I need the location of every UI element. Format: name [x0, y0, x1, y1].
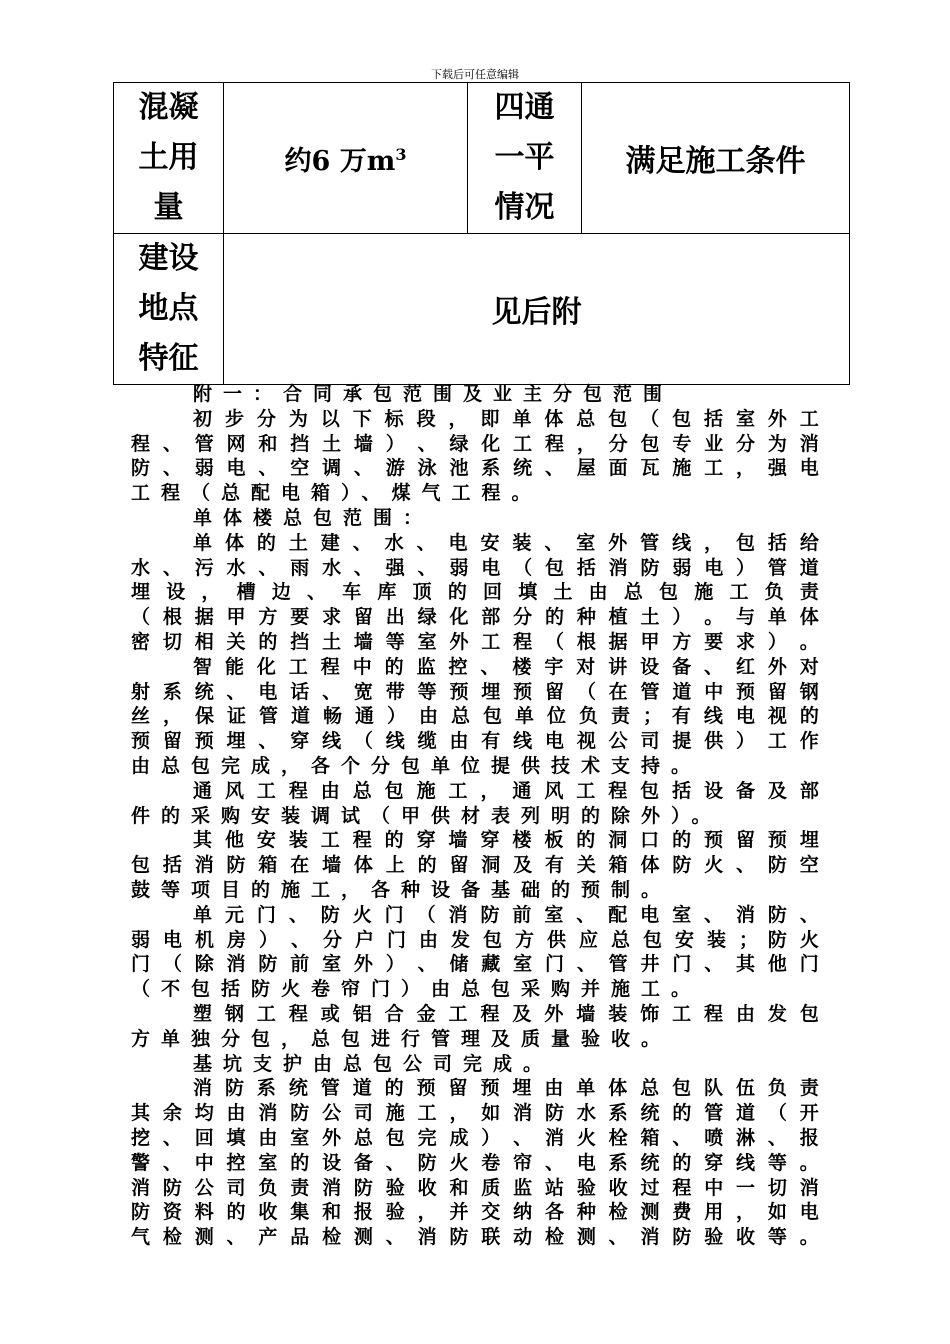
text-line: 门 （ 除 消 防 前 室 外 ） 、 储 藏 室 门 、 管 井 门 、 其 他 门: [131, 953, 819, 976]
text-line: 丝 ， 保 证 管 道 畅 通 ） 由 总 包 单 位 负 责 ； 有 线 电 视 的: [131, 705, 819, 728]
project-info-table: [113, 82, 850, 385]
label-line: 量: [153, 190, 184, 225]
text-line: 程 、 管 网 和 挡 土 墙 ） 、 绿 化 工 程 ， 分 包 专 业 分 为 消: [131, 432, 819, 455]
text-line: 单体楼总包范围：: [193, 506, 434, 529]
text-line: 射 系 统 、 电 话 、 宽 带 等 预 埋 预 留 （ 在 管 道 中 预 留 钢: [131, 680, 819, 703]
label-line: 情况: [494, 190, 555, 225]
text-line: 密 切 相 关 的 挡 土 墙 等 室 外 工 程 （ 根 据 甲 方 要 求 ） 。: [131, 630, 819, 653]
text-line: 预 留 预 埋 、 穿 线 （ 线 缆 由 有 线 电 视 公 司 提 供 ） 工 作: [131, 730, 819, 753]
text-line: 通 风 工 程 由 总 包 施 工 ， 通 风 工 程 包 括 设 备 及 部: [193, 779, 819, 802]
page-header-note: 下载后可任意编辑: [431, 68, 519, 81]
unit-superscript: 3: [395, 144, 407, 164]
concrete-volume-label: [114, 83, 224, 234]
text-line: 由总包完成，各个分包单位提供技术支持。: [131, 754, 702, 777]
text-line: 方单独分包，总包进行管理及质量验收。: [131, 1027, 672, 1050]
text-line: 件的采购安装调试（甲供材表列明的除外）。: [131, 804, 722, 827]
text-line: 埋 设 ， 槽 边 、 车 库 顶 的 回 填 土 由 总 包 施 工 负 责: [131, 581, 819, 604]
label-line: 建设: [138, 241, 199, 276]
text-line: 警 、 中 控 室 的 设 备 、 防 火 卷 帘 、 电 系 统 的 穿 线 等 。: [131, 1151, 819, 1174]
label-line: 土用: [138, 140, 199, 175]
text-line: 其 他 安 装 工 程 的 穿 墙 穿 楼 板 的 洞 口 的 预 留 预 埋: [193, 829, 819, 852]
label-line: 四通: [494, 90, 555, 125]
text-line: 附一：合同承包范围及业主分包范围: [193, 383, 674, 405]
text-line: 防 、 弱 电 、 空 调 、 游 泳 池 系 统 、 屋 面 瓦 施 工 ， 强 电: [131, 457, 819, 480]
site-conditions-value: 满足施工条件: [582, 83, 850, 234]
text-line: （不包括防火卷帘门）由总包采购并施工。: [131, 978, 702, 1001]
site-conditions-label: [468, 83, 582, 234]
text-line: 智 能 化 工 程 中 的 监 控 、 楼 宇 对 讲 设 备 、 红 外 对: [193, 655, 819, 678]
text-line: 基坑支护由总包公司完成。: [193, 1052, 554, 1075]
text-line: 工程（总配电箱）、煤气工程。: [131, 482, 542, 505]
text-line: 挖 、 回 填 由 室 外 总 包 完 成 ） 、 消 火 栓 箱 、 喷 淋 、 报: [131, 1126, 819, 1149]
text-line: 弱 电 机 房 ） 、 分 户 门 由 发 包 方 供 应 总 包 安 装 ； 防 火: [131, 928, 819, 951]
site-features-value: 见后附: [224, 234, 850, 385]
label-line: 地点: [138, 291, 199, 326]
concrete-volume-text: 约6 万m: [284, 145, 396, 177]
concrete-volume-value: [224, 83, 468, 234]
label-line: 特征: [138, 341, 199, 376]
text-line: 包 括 消 防 箱 在 墙 体 上 的 留 洞 及 有 关 箱 体 防 火 、 防 空: [131, 854, 819, 877]
text-line: 单 体 的 土 建 、 水 、 电 安 装 、 室 外 管 线 ， 包 括 给: [193, 531, 819, 554]
text-line: 鼓等项目的施工，各种设备基础的预制。: [131, 878, 672, 901]
label-line: 一平: [494, 140, 555, 175]
text-line: （ 根 据 甲 方 要 求 留 出 绿 化 部 分 的 种 植 土 ） 。 与 单 体: [131, 606, 819, 629]
text-line: 消 防 公 司 负 责 消 防 验 收 和 质 监 站 验 收 过 程 中 一 切 消: [131, 1176, 819, 1199]
label-line: 混凝: [138, 90, 199, 125]
contract-scope-text: [131, 382, 819, 1250]
text-line: 气 检 测 、 产 品 检 测 、 消 防 联 动 检 测 、 消 防 验 收 等 。: [131, 1226, 819, 1249]
table-row: [114, 234, 850, 385]
text-line: 单 元 门 、 防 火 门 （ 消 防 前 室 、 配 电 室 、 消 防 、: [193, 903, 819, 926]
table-row: [114, 83, 850, 234]
text-line: 水 、 污 水 、 雨 水 、 强 、 弱 电 （ 包 括 消 防 弱 电 ） 管 道: [131, 556, 819, 579]
text-line: 其 余 均 由 消 防 公 司 施 工 ， 如 消 防 水 系 统 的 管 道 （ 开: [131, 1102, 819, 1125]
text-line: 消 防 系 统 管 道 的 预 留 预 埋 由 单 体 总 包 队 伍 负 责: [193, 1077, 819, 1100]
text-line: 防 资 料 的 收 集 和 报 验 ， 并 交 纳 各 种 检 测 费 用 ， 如 电: [131, 1201, 819, 1224]
text-line: 初 步 分 为 以 下 标 段 ， 即 单 体 总 包 （ 包 括 室 外 工: [193, 407, 819, 430]
text-line: 塑 钢 工 程 或 铝 合 金 工 程 及 外 墙 装 饰 工 程 由 发 包: [193, 1002, 819, 1025]
site-features-label: [114, 234, 224, 385]
